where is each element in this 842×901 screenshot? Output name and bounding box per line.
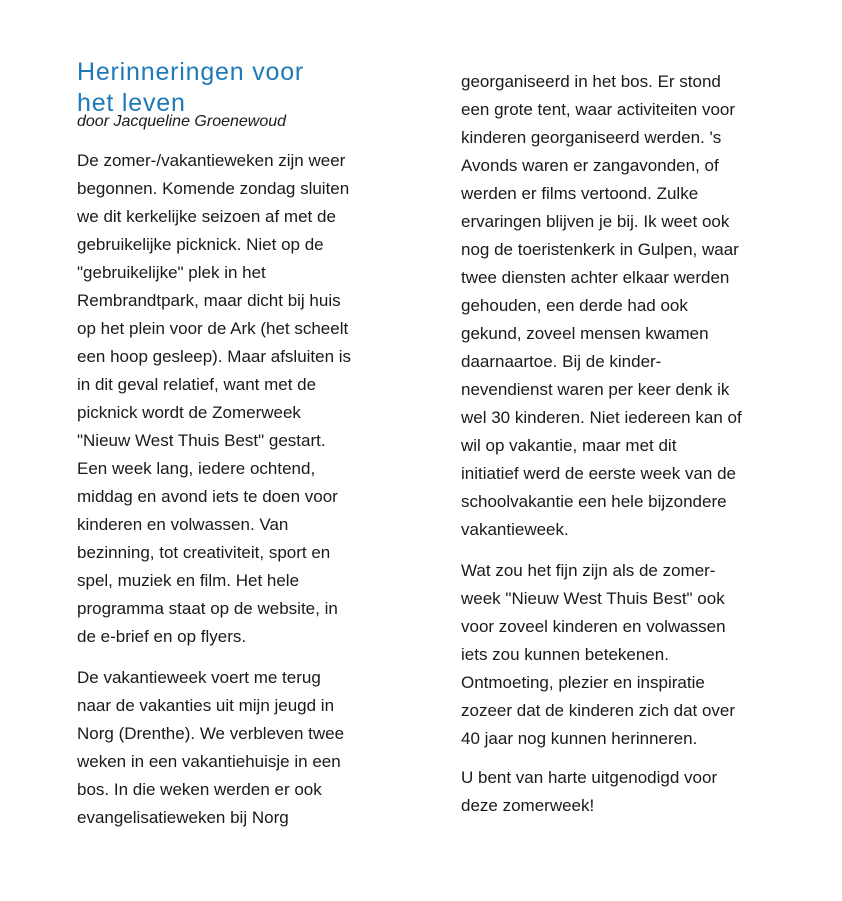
paragraph-line: ervaringen blijven je bij. Ik weet ook bbox=[461, 212, 730, 231]
paragraph-line: week "Nieuw West Thuis Best" ook bbox=[461, 589, 725, 608]
paragraph-line: De vakantieweek voert me terug bbox=[77, 668, 321, 687]
paragraph-line: schoolvakantie een hele bijzondere bbox=[461, 492, 727, 511]
paragraph-line: een grote tent, waar activiteiten voor bbox=[461, 100, 736, 119]
paragraph-line: gebruikelijke picknick. Niet op de bbox=[77, 235, 324, 254]
paragraph-line: gehouden, een derde had ook bbox=[461, 296, 688, 315]
paragraph-line: voor zoveel kinderen en volwassen bbox=[461, 617, 726, 636]
paragraph-line: nevendienst waren per keer denk ik bbox=[461, 380, 730, 399]
paragraph-line: zozeer dat de kinderen zich dat over bbox=[461, 701, 736, 720]
paragraph-line: bezinning, tot creativiteit, sport en bbox=[77, 543, 331, 562]
paragraph-line: naar de vakanties uit mijn jeugd in bbox=[77, 696, 335, 715]
article-title bbox=[77, 57, 407, 119]
paragraph-line: U bent van harte uitgenodigd voor bbox=[461, 768, 718, 787]
paragraph-line: kinderen georganiseerd werden. 's bbox=[461, 128, 722, 147]
paragraph-line: Een week lang, iedere ochtend, bbox=[77, 459, 316, 478]
paragraph-line: vakantieweek. bbox=[461, 520, 569, 539]
paragraph-line: middag en avond iets te doen voor bbox=[77, 487, 338, 506]
paragraph-line: wil op vakantie, maar met dit bbox=[461, 436, 677, 455]
paragraph-line: georganiseerd in het bos. Er stond bbox=[461, 72, 721, 91]
paragraph-line: spel, muziek en film. Het hele bbox=[77, 571, 300, 590]
paragraph-4 bbox=[461, 557, 791, 753]
article-title-line-1: Herinneringen voor bbox=[77, 57, 305, 86]
paragraph-line: twee diensten achter elkaar werden bbox=[461, 268, 730, 287]
paragraph-line: werden er films vertoond. Zulke bbox=[461, 184, 699, 203]
paragraph-line: kinderen en volwassen. Van bbox=[77, 515, 289, 534]
paragraph-line: Wat zou het fijn zijn als de zomer- bbox=[461, 561, 716, 580]
paragraph-line: begonnen. Komende zondag sluiten bbox=[77, 179, 350, 198]
paragraph-line: wel 30 kinderen. Niet iedereen kan of bbox=[461, 408, 742, 427]
paragraph-line: iets zou kunnen betekenen. bbox=[461, 645, 669, 664]
paragraph-line: we dit kerkelijke seizoen af met de bbox=[77, 207, 336, 226]
article-byline: door Jacqueline Groenewoud bbox=[77, 113, 287, 130]
paragraph-line: "gebruikelijke" plek in het bbox=[77, 263, 266, 282]
paragraph-line: picknick wordt de Zomerweek bbox=[77, 403, 301, 422]
paragraph-line: Rembrandtpark, maar dicht bij huis bbox=[77, 291, 341, 310]
paragraph-line: een hoop gesleep). Maar afsluiten is bbox=[77, 347, 352, 366]
paragraph-line: daarnaartoe. Bij de kinder- bbox=[461, 352, 662, 371]
paragraph-5 bbox=[461, 764, 791, 820]
paragraph-2 bbox=[77, 664, 407, 832]
paragraph-line: de e-brief en op flyers. bbox=[77, 627, 247, 646]
paragraph-line: nog de toeristenkerk in Gulpen, waar bbox=[461, 240, 739, 259]
paragraph-line: in dit geval relatief, want met de bbox=[77, 375, 317, 394]
article-title-line-2: het leven bbox=[77, 88, 186, 117]
paragraph-line: op het plein voor de Ark (het scheelt bbox=[77, 319, 349, 338]
paragraph-line: De zomer-/vakantieweken zijn weer bbox=[77, 151, 346, 170]
paragraph-line: programma staat op de website, in bbox=[77, 599, 338, 618]
paragraph-line: "Nieuw West Thuis Best" gestart. bbox=[77, 431, 326, 450]
paragraph-line: evangelisatieweken bij Norg bbox=[77, 808, 289, 827]
paragraph-line: deze zomerweek! bbox=[461, 796, 595, 815]
paragraph-line: gekund, zoveel mensen kwamen bbox=[461, 324, 709, 343]
paragraph-line: weken in een vakantiehuisje in een bbox=[77, 752, 341, 771]
paragraph-3 bbox=[461, 68, 791, 544]
paragraph-line: 40 jaar nog kunnen herinneren. bbox=[461, 729, 698, 748]
paragraph-1 bbox=[77, 147, 407, 651]
paragraph-line: bos. In die weken werden er ook bbox=[77, 780, 322, 799]
paragraph-line: Avonds waren er zangavonden, of bbox=[461, 156, 719, 175]
paragraph-line: Norg (Drenthe). We verbleven twee bbox=[77, 724, 345, 743]
paragraph-line: initiatief werd de eerste week van de bbox=[461, 464, 736, 483]
paragraph-line: Ontmoeting, plezier en inspiratie bbox=[461, 673, 705, 692]
